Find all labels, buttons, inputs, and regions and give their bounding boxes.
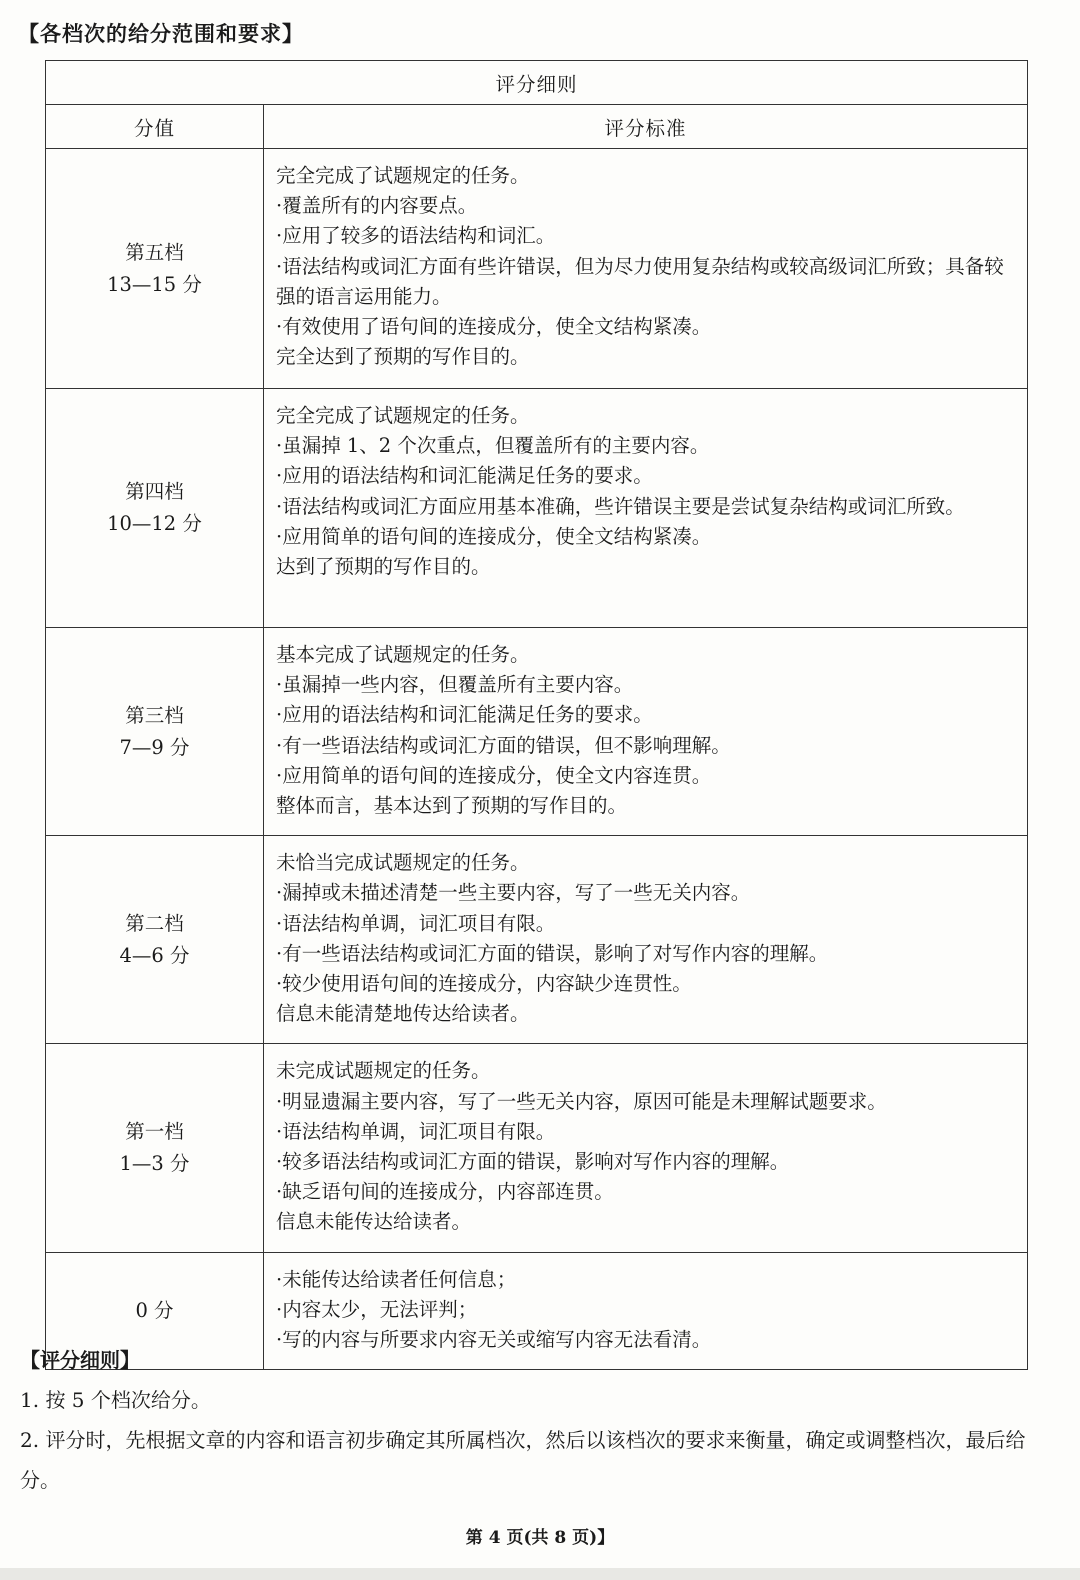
criteria-cell bbox=[264, 1044, 1028, 1252]
criteria-summary: 完全完成了试题规定的任务。 bbox=[276, 404, 530, 427]
criteria-text: 应用简单的语句间的连接成分，使全文内容连贯。 bbox=[282, 763, 712, 787]
bullet-dot: · bbox=[276, 941, 283, 965]
bullet-dot: · bbox=[276, 524, 283, 548]
criteria-summary: 完全完成了试题规定的任务。 bbox=[276, 164, 530, 187]
criteria-cell bbox=[264, 389, 1028, 628]
bullet-dot: · bbox=[276, 1328, 283, 1352]
criteria-bullet-item bbox=[276, 191, 1017, 221]
criteria-text: 覆盖所有的内容要点。 bbox=[282, 194, 478, 218]
score-range: 7—9 分 bbox=[119, 735, 190, 759]
level-name: 第四档 bbox=[125, 480, 184, 503]
bullet-dot: · bbox=[276, 1089, 283, 1113]
criteria-text: 应用简单的语句间的连接成分，使全文结构紧凑。 bbox=[282, 524, 712, 548]
criteria-text: 应用的语法结构和词汇能满足任务的要求。 bbox=[282, 703, 653, 727]
criteria-bullet-item bbox=[276, 670, 1017, 700]
criteria-text: 虽漏掉 1、2 个次重点，但覆盖所有的主要内容。 bbox=[282, 434, 710, 458]
criteria-text: 应用的语法结构和词汇能满足任务的要求。 bbox=[282, 464, 653, 488]
criteria-text: 有效使用了语句间的连接成分，使全文结构紧凑。 bbox=[282, 315, 712, 339]
column-header-criteria: 评分标准 bbox=[264, 105, 1028, 149]
criteria-bullet-item bbox=[276, 461, 1017, 491]
score-range: 13—15 分 bbox=[107, 272, 202, 296]
bullet-dot: · bbox=[276, 315, 283, 339]
criteria-summary: 未完成试题规定的任务。 bbox=[276, 1059, 491, 1083]
bullet-dot: · bbox=[276, 881, 283, 905]
bullet-dot: · bbox=[276, 1180, 283, 1204]
criteria-bullet-item bbox=[276, 1265, 1017, 1295]
notes-title: 【评分细则】 bbox=[20, 1348, 140, 1372]
criteria-text: 未能传达给读者任何信息； bbox=[282, 1267, 517, 1291]
rubric-row bbox=[46, 149, 1028, 389]
criteria-bullet-item bbox=[276, 969, 1017, 999]
score-level-cell bbox=[46, 389, 264, 628]
criteria-bullet-item bbox=[276, 522, 1017, 552]
bullet-dot: · bbox=[276, 972, 283, 996]
bullet-dot: · bbox=[276, 1150, 283, 1174]
level-name: 第五档 bbox=[125, 240, 184, 264]
column-header-score: 分值 bbox=[46, 105, 264, 149]
bullet-dot: · bbox=[276, 703, 283, 727]
criteria-text: 明显遗漏主要内容，写了一些无关内容，原因可能是未理解试题要求。 bbox=[282, 1089, 887, 1113]
scoring-rubric-table bbox=[45, 60, 1028, 1370]
criteria-text: 语法结构或词汇方面应用基本准确，些许错误主要是尝试复杂结构或词汇所致。 bbox=[282, 494, 965, 518]
bullet-dot: · bbox=[276, 733, 283, 757]
criteria-text: 较少使用语句间的连接成分，内容缺少连贯性。 bbox=[282, 972, 692, 996]
criteria-bullet-item bbox=[276, 731, 1017, 761]
criteria-bullet-item bbox=[276, 1177, 1017, 1207]
page-title: 【各档次的给分范围和要求】 bbox=[18, 22, 304, 46]
criteria-bullet-item bbox=[276, 761, 1017, 791]
criteria-bullet-item bbox=[276, 700, 1017, 730]
criteria-text: 缺乏语句间的连接成分，内容部连贯。 bbox=[282, 1180, 614, 1204]
score-level-cell bbox=[46, 149, 264, 389]
criteria-text: 有一些语法结构或词汇方面的错误，但不影响理解。 bbox=[282, 733, 731, 757]
criteria-text: 写的内容与所要求内容无关或缩写内容无法看清。 bbox=[282, 1328, 712, 1352]
bullet-dot: · bbox=[276, 434, 283, 458]
score-range: 10—12 分 bbox=[107, 512, 202, 535]
bullet-dot: · bbox=[276, 464, 283, 488]
criteria-summary: 完全达到了预期的写作目的。 bbox=[276, 345, 530, 369]
criteria-text: 虽漏掉一些内容，但覆盖所有主要内容。 bbox=[282, 673, 634, 697]
rubric-row bbox=[46, 389, 1028, 628]
criteria-text: 内容太少，无法评判； bbox=[282, 1297, 478, 1321]
criteria-bullet-item bbox=[276, 1117, 1017, 1147]
score-level-cell bbox=[46, 628, 264, 836]
criteria-bullet-item bbox=[276, 252, 1017, 312]
bullet-dot: · bbox=[276, 1267, 283, 1291]
score-range: 1—3 分 bbox=[119, 1152, 190, 1176]
criteria-bullet-item bbox=[276, 1087, 1017, 1117]
notes-item: 2. 评分时，先根据文章的内容和语言初步确定其所属档次，然后以该档次的要求来衡量，确定或调整档次，最后给分。 bbox=[20, 1428, 1026, 1492]
criteria-summary: 达到了预期的写作目的。 bbox=[276, 555, 491, 579]
criteria-summary: 信息未能清楚地传达给读者。 bbox=[276, 1002, 530, 1026]
rubric-rows bbox=[46, 149, 1028, 1370]
table-caption: 评分细则 bbox=[46, 61, 1028, 105]
scoring-notes bbox=[20, 1340, 1060, 1500]
criteria-bullet-item bbox=[276, 1295, 1017, 1325]
score-level-cell bbox=[46, 836, 264, 1044]
criteria-bullet-item bbox=[276, 1147, 1017, 1177]
bullet-dot: · bbox=[276, 1119, 283, 1143]
criteria-summary: 基本完成了试题规定的任务。 bbox=[276, 643, 530, 666]
level-name: 第二档 bbox=[125, 911, 184, 935]
bullet-dot: · bbox=[276, 1297, 283, 1321]
rubric-row bbox=[46, 1044, 1028, 1252]
criteria-text: 有一些语法结构或词汇方面的错误，影响了对写作内容的理解。 bbox=[282, 941, 829, 965]
bullet-dot: · bbox=[276, 673, 283, 697]
criteria-cell bbox=[264, 628, 1028, 836]
score-level-cell bbox=[46, 1044, 264, 1252]
criteria-text: 漏掉或未描述清楚一些主要内容，写了一些无关内容。 bbox=[282, 881, 751, 905]
criteria-text: 应用了较多的语法结构和词汇。 bbox=[282, 224, 556, 248]
bullet-dot: · bbox=[276, 224, 283, 248]
criteria-bullet-item bbox=[276, 939, 1017, 969]
page-footer: 第 4 页(共 8 页)】 bbox=[465, 1528, 615, 1548]
bullet-dot: · bbox=[276, 194, 283, 218]
criteria-bullet-item bbox=[276, 431, 1017, 461]
score-range: 0 分 bbox=[135, 1298, 174, 1322]
bullet-dot: · bbox=[276, 911, 283, 935]
page-bottom-edge bbox=[0, 1568, 1080, 1580]
level-name: 第三档 bbox=[125, 703, 184, 727]
criteria-bullet-item bbox=[276, 878, 1017, 908]
bullet-dot: · bbox=[276, 763, 283, 787]
score-range: 4—6 分 bbox=[119, 943, 190, 967]
criteria-summary: 未恰当完成试题规定的任务。 bbox=[276, 851, 530, 875]
level-name: 第一档 bbox=[125, 1120, 184, 1144]
notes-item: 1. 按 5 个档次给分。 bbox=[20, 1388, 211, 1412]
criteria-cell bbox=[264, 149, 1028, 389]
criteria-text: 语法结构或词汇方面有些许错误，但为尽力使用复杂结构或较高级词汇所致；具备较强的语言运用能力。 bbox=[276, 254, 1004, 308]
criteria-cell bbox=[264, 836, 1028, 1044]
criteria-bullet-item bbox=[276, 492, 1017, 522]
rubric-row bbox=[46, 628, 1028, 836]
criteria-text: 语法结构单调，词汇项目有限。 bbox=[282, 1119, 556, 1143]
criteria-text: 语法结构单调，词汇项目有限。 bbox=[282, 911, 556, 935]
criteria-summary: 整体而言，基本达到了预期的写作目的。 bbox=[276, 794, 628, 818]
bullet-dot: · bbox=[276, 494, 283, 518]
bullet-dot: · bbox=[276, 254, 283, 278]
criteria-summary: 信息未能传达给读者。 bbox=[276, 1210, 472, 1234]
rubric-row bbox=[46, 836, 1028, 1044]
criteria-text: 较多语法结构或词汇方面的错误，影响对写作内容的理解。 bbox=[282, 1150, 790, 1174]
criteria-bullet-item bbox=[276, 909, 1017, 939]
criteria-bullet-item bbox=[276, 312, 1017, 342]
criteria-bullet-item bbox=[276, 221, 1017, 251]
